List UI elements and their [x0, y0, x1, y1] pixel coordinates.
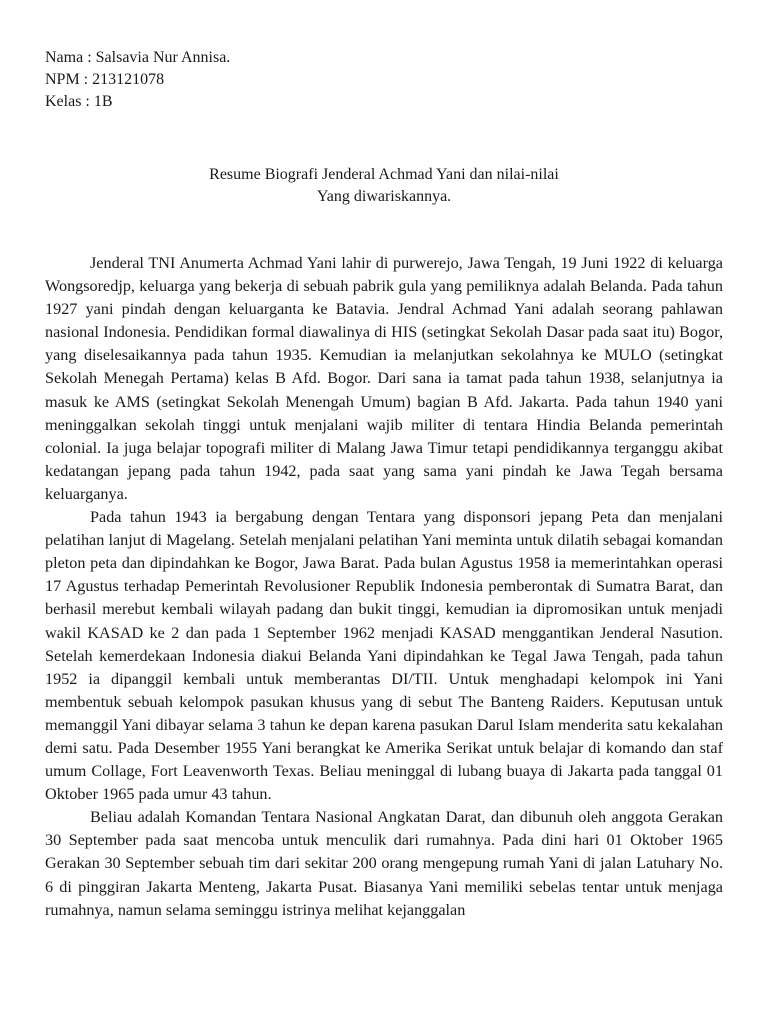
- student-name: Nama : Salsavia Nur Annisa.: [45, 49, 231, 66]
- title-line-1: Resume Biografi Jenderal Achmad Yani dan nilai-nilai: [209, 166, 559, 183]
- student-npm: NPM : 213121078: [45, 71, 165, 88]
- paragraph: Pada tahun 1943 ia bergabung dengan Tentara yang disponsori jepang Peta dan menjalani pelatihan lanjut di Magelang. Setelah menjalani pelatihan Yani meminta untuk dilatih sebagai komandan pleton peta dan dipindahkan ke Bogor, Jawa Barat. Pada bulan Agustus 1958 ia memerintahkan operasi 17 Agustus terhadap Pemerintah Revolusioner Republik Indonesia pemberontak di Sumatra Barat, dan berhasil merebut kembali wilayah padang dan bukit tinggi, kemudian ia dipromosikan untuk menjadi wakil KASAD ke 2 dan pada 1 September 1962 menjadi KASAD menggantikan Jenderal Nasution. Setelah kemerdekaan Indonesia diakui Belanda Yani dipindahkan ke Tegal Jawa Tengah, pada tahun 1952 ia dipanggil kembali untuk memberantas DI/TII. Untuk menghadapi kelompok ini Yani membentuk sebuah kelompok pasukan khusus yang di sebut The Banteng Raiders. Keputusan untuk memanggil Yani dibayar selama 3 tahun ke depan karena pasukan Darul Islam menderita satu kekalahan demi satu. Pada Desember 1955 Yani berangkat ke Amerika Serikat untuk belajar di komando dan staf umum Collage, Fort Leavenworth Texas. Beliau meninggal di lubang buaya di Jakarta pada tanggal 01 Oktober 1965 pada umur 43 tahun.: [45, 508, 723, 804]
- title-line-2: Yang diwariskannya.: [316, 188, 452, 205]
- student-info: [45, 47, 230, 113]
- paragraph: Beliau adalah Komandan Tentara Nasional Angkatan Darat, dan dibunuh oleh anggota Gerakan 30 September pada saat mencoba untuk menculik dari rumahnya. Pada dini hari 01 Oktober 1965 Gerakan 30 September sebuah tim dari sekitar 200 orang mengepung rumah Yani di jalan Latuhary No. 6 di pinggiran Jakarta Menteng, Jakarta Pusat. Biasanya Yani memiliki sebelas tentar untuk menjaga rumahnya, namun selama seminggu istrinya melihat kejanggalan: [45, 808, 723, 919]
- student-class: Kelas : 1B: [45, 93, 113, 110]
- document-body: [45, 252, 723, 922]
- paragraph: Jenderal TNI Anumerta Achmad Yani lahir di purwerejo, Jawa Tengah, 19 Juni 1922 di keluarga Wongsoredjp, keluarga yang bekerja di sebuah pabrik gula yang pemiliknya adalah Belanda. Pada tahun 1927 yani pindah dengan keluarganta ke Batavia. Jendral Achmad Yani adalah seorang pahlawan nasional Indonesia. Pendidikan formal diawalinya di HIS (setingkat Sekolah Dasar pada saat itu) Bogor, yang diselesaikannya pada tahun 1935. Kemudian ia melanjutkan sekolahnya ke MULO (setingkat Sekolah Menegah Pertama) kelas B Afd. Bogor. Dari sana ia tamat pada tahun 1938, selanjutnya ia masuk ke AMS (setingkat Sekolah Menengah Umum) bagian B Afd. Jakarta. Pada tahun 1940 yani meninggalkan sekolah tinggi untuk menjalani wajib militer di tentara Hindia Belanda pemerintah colonial. Ia juga belajar topografi militer di Malang Jawa Timur tetapi pendidikannya terganggu akibat kedatangan jepang pada tahun 1942, pada saat yang sama yani pindah ke Jawa Tegah bersama keluarganya.: [45, 254, 723, 503]
- document-title: [0, 164, 768, 208]
